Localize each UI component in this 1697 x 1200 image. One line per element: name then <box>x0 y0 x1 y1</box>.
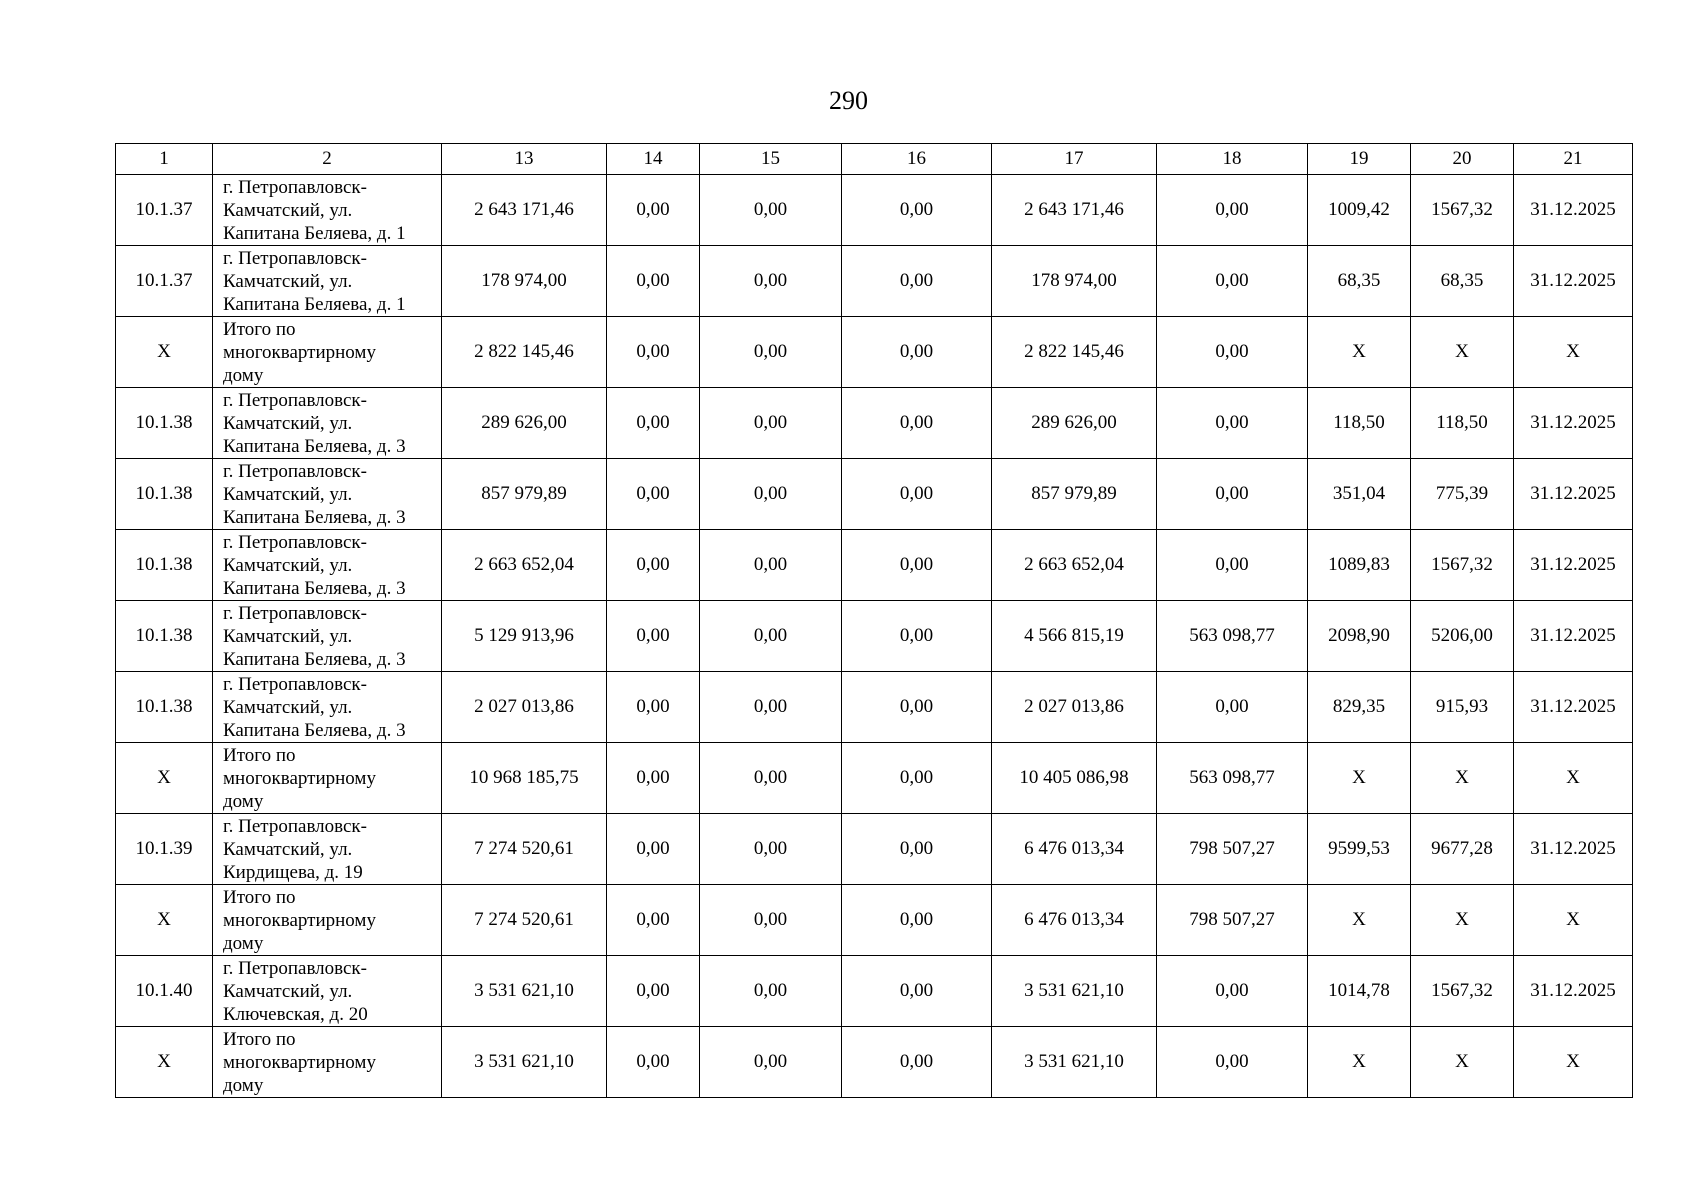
column-header: 1 <box>116 144 213 175</box>
address-line: Капитана Беляева, д. 1 <box>223 222 406 244</box>
address-line: Камчатский, ул. <box>223 696 353 718</box>
value-cell-15: 0,00 <box>700 388 842 459</box>
address-line: Капитана Беляева, д. 3 <box>223 577 406 599</box>
address-line: г. Петропавловск- <box>223 176 367 198</box>
address-line: Капитана Беляева, д. 1 <box>223 293 406 315</box>
address-cell <box>213 672 442 743</box>
row-number-cell: X <box>116 1027 213 1098</box>
row-number-cell: 10.1.38 <box>116 388 213 459</box>
value-cell-18: 0,00 <box>1157 175 1308 246</box>
value-cell-18: 0,00 <box>1157 459 1308 530</box>
address-cell <box>213 175 442 246</box>
table-body <box>116 175 1633 1098</box>
value-cell-21: X <box>1514 317 1633 388</box>
value-cell-15: 0,00 <box>700 743 842 814</box>
value-cell-16: 0,00 <box>842 672 992 743</box>
value-cell-13: 3 531 621,10 <box>442 1027 607 1098</box>
value-cell-21: 31.12.2025 <box>1514 601 1633 672</box>
value-cell-14: 0,00 <box>607 814 700 885</box>
value-cell-13: 3 531 621,10 <box>442 956 607 1027</box>
value-cell-17: 3 531 621,10 <box>992 956 1157 1027</box>
value-cell-16: 0,00 <box>842 530 992 601</box>
value-cell-15: 0,00 <box>700 175 842 246</box>
value-cell-13: 2 643 171,46 <box>442 175 607 246</box>
address-line: Камчатский, ул. <box>223 483 353 505</box>
value-cell-19: X <box>1308 1027 1411 1098</box>
value-cell-15: 0,00 <box>700 956 842 1027</box>
address-line: многоквартирному <box>223 767 376 789</box>
column-header: 19 <box>1308 144 1411 175</box>
page-number: 290 <box>829 86 868 115</box>
address-line: Капитана Беляева, д. 3 <box>223 648 406 670</box>
value-cell-21: X <box>1514 743 1633 814</box>
value-cell-13: 7 274 520,61 <box>442 885 607 956</box>
column-header: 16 <box>842 144 992 175</box>
value-cell-20: 9677,28 <box>1411 814 1514 885</box>
value-cell-14: 0,00 <box>607 459 700 530</box>
row-number-cell: X <box>116 317 213 388</box>
address-cell <box>213 1027 442 1098</box>
value-cell-21: 31.12.2025 <box>1514 814 1633 885</box>
value-cell-20: 68,35 <box>1411 246 1514 317</box>
value-cell-14: 0,00 <box>607 956 700 1027</box>
value-cell-13: 7 274 520,61 <box>442 814 607 885</box>
address-line: г. Петропавловск- <box>223 957 367 979</box>
value-cell-18: 0,00 <box>1157 672 1308 743</box>
table-row <box>116 814 1633 885</box>
value-cell-15: 0,00 <box>700 601 842 672</box>
address-line: многоквартирному <box>223 1051 376 1073</box>
value-cell-15: 0,00 <box>700 317 842 388</box>
value-cell-20: 1567,32 <box>1411 956 1514 1027</box>
column-header: 17 <box>992 144 1157 175</box>
row-number-cell: 10.1.40 <box>116 956 213 1027</box>
value-cell-17: 289 626,00 <box>992 388 1157 459</box>
value-cell-14: 0,00 <box>607 246 700 317</box>
address-line: Итого по <box>223 886 296 908</box>
value-cell-21: 31.12.2025 <box>1514 246 1633 317</box>
address-line: Итого по <box>223 318 296 340</box>
value-cell-21: 31.12.2025 <box>1514 175 1633 246</box>
column-header: 15 <box>700 144 842 175</box>
value-cell-16: 0,00 <box>842 743 992 814</box>
table-row <box>116 317 1633 388</box>
column-header: 2 <box>213 144 442 175</box>
value-cell-20: X <box>1411 743 1514 814</box>
value-cell-21: 31.12.2025 <box>1514 388 1633 459</box>
address-line: Камчатский, ул. <box>223 412 353 434</box>
value-cell-15: 0,00 <box>700 459 842 530</box>
value-cell-18: 0,00 <box>1157 956 1308 1027</box>
address-line: г. Петропавловск- <box>223 531 367 553</box>
address-cell <box>213 601 442 672</box>
value-cell-16: 0,00 <box>842 246 992 317</box>
address-line: многоквартирному <box>223 909 376 931</box>
value-cell-17: 4 566 815,19 <box>992 601 1157 672</box>
address-line: дому <box>223 364 264 386</box>
value-cell-19: 9599,53 <box>1308 814 1411 885</box>
address-line: Капитана Беляева, д. 3 <box>223 719 406 741</box>
value-cell-14: 0,00 <box>607 317 700 388</box>
address-line: Капитана Беляева, д. 3 <box>223 435 406 457</box>
value-cell-13: 178 974,00 <box>442 246 607 317</box>
value-cell-17: 178 974,00 <box>992 246 1157 317</box>
value-cell-14: 0,00 <box>607 388 700 459</box>
table-row <box>116 672 1633 743</box>
address-line: дому <box>223 1074 264 1096</box>
value-cell-14: 0,00 <box>607 1027 700 1098</box>
address-line: Камчатский, ул. <box>223 554 353 576</box>
value-cell-18: 0,00 <box>1157 530 1308 601</box>
value-cell-18: 0,00 <box>1157 246 1308 317</box>
value-cell-17: 857 979,89 <box>992 459 1157 530</box>
address-line: Камчатский, ул. <box>223 838 353 860</box>
value-cell-16: 0,00 <box>842 1027 992 1098</box>
table-header <box>116 144 1633 175</box>
value-cell-19: 351,04 <box>1308 459 1411 530</box>
value-cell-14: 0,00 <box>607 175 700 246</box>
address-cell <box>213 814 442 885</box>
address-line: г. Петропавловск- <box>223 460 367 482</box>
table-row <box>116 175 1633 246</box>
value-cell-19: X <box>1308 743 1411 814</box>
value-cell-21: X <box>1514 885 1633 956</box>
value-cell-14: 0,00 <box>607 743 700 814</box>
address-line: г. Петропавловск- <box>223 247 367 269</box>
address-cell <box>213 317 442 388</box>
value-cell-13: 10 968 185,75 <box>442 743 607 814</box>
value-cell-13: 2 027 013,86 <box>442 672 607 743</box>
row-number-cell: 10.1.39 <box>116 814 213 885</box>
row-number-cell: 10.1.38 <box>116 601 213 672</box>
row-number-cell: X <box>116 743 213 814</box>
value-cell-20: 915,93 <box>1411 672 1514 743</box>
table-row <box>116 246 1633 317</box>
value-cell-19: 1089,83 <box>1308 530 1411 601</box>
value-cell-15: 0,00 <box>700 885 842 956</box>
value-cell-18: 798 507,27 <box>1157 885 1308 956</box>
address-line: Камчатский, ул. <box>223 199 353 221</box>
value-cell-19: 1009,42 <box>1308 175 1411 246</box>
row-number-cell: X <box>116 885 213 956</box>
value-cell-21: 31.12.2025 <box>1514 956 1633 1027</box>
address-line: дому <box>223 790 264 812</box>
value-cell-21: 31.12.2025 <box>1514 459 1633 530</box>
value-cell-20: 118,50 <box>1411 388 1514 459</box>
table-row <box>116 530 1633 601</box>
column-header: 13 <box>442 144 607 175</box>
value-cell-13: 289 626,00 <box>442 388 607 459</box>
value-cell-17: 2 027 013,86 <box>992 672 1157 743</box>
address-cell <box>213 956 442 1027</box>
value-cell-20: 5206,00 <box>1411 601 1514 672</box>
value-cell-17: 2 643 171,46 <box>992 175 1157 246</box>
value-cell-19: 68,35 <box>1308 246 1411 317</box>
value-cell-17: 3 531 621,10 <box>992 1027 1157 1098</box>
address-line: г. Петропавловск- <box>223 673 367 695</box>
value-cell-19: X <box>1308 885 1411 956</box>
value-cell-16: 0,00 <box>842 814 992 885</box>
value-cell-13: 857 979,89 <box>442 459 607 530</box>
value-cell-17: 2 822 145,46 <box>992 317 1157 388</box>
address-line: Капитана Беляева, д. 3 <box>223 506 406 528</box>
value-cell-19: 829,35 <box>1308 672 1411 743</box>
row-number-cell: 10.1.38 <box>116 672 213 743</box>
data-table <box>115 143 1633 1098</box>
row-number-cell: 10.1.37 <box>116 175 213 246</box>
value-cell-20: X <box>1411 885 1514 956</box>
value-cell-15: 0,00 <box>700 814 842 885</box>
value-cell-17: 10 405 086,98 <box>992 743 1157 814</box>
address-line: Камчатский, ул. <box>223 980 353 1002</box>
value-cell-15: 0,00 <box>700 672 842 743</box>
row-number-cell: 10.1.38 <box>116 459 213 530</box>
value-cell-21: X <box>1514 1027 1633 1098</box>
column-header: 20 <box>1411 144 1514 175</box>
table-row <box>116 1027 1633 1098</box>
address-line: Камчатский, ул. <box>223 270 353 292</box>
value-cell-16: 0,00 <box>842 175 992 246</box>
value-cell-19: 2098,90 <box>1308 601 1411 672</box>
value-cell-16: 0,00 <box>842 459 992 530</box>
column-header: 14 <box>607 144 700 175</box>
address-cell <box>213 885 442 956</box>
address-cell <box>213 530 442 601</box>
value-cell-20: 775,39 <box>1411 459 1514 530</box>
value-cell-15: 0,00 <box>700 1027 842 1098</box>
address-cell <box>213 388 442 459</box>
value-cell-19: X <box>1308 317 1411 388</box>
value-cell-17: 6 476 013,34 <box>992 814 1157 885</box>
address-cell <box>213 459 442 530</box>
address-cell <box>213 246 442 317</box>
value-cell-16: 0,00 <box>842 956 992 1027</box>
address-line: Итого по <box>223 1028 296 1050</box>
address-line: г. Петропавловск- <box>223 815 367 837</box>
value-cell-16: 0,00 <box>842 885 992 956</box>
value-cell-18: 0,00 <box>1157 388 1308 459</box>
value-cell-14: 0,00 <box>607 885 700 956</box>
value-cell-13: 2 822 145,46 <box>442 317 607 388</box>
table-row <box>116 743 1633 814</box>
value-cell-20: X <box>1411 317 1514 388</box>
value-cell-16: 0,00 <box>842 601 992 672</box>
value-cell-19: 118,50 <box>1308 388 1411 459</box>
value-cell-20: X <box>1411 1027 1514 1098</box>
value-cell-21: 31.12.2025 <box>1514 672 1633 743</box>
address-line: Ключевская, д. 20 <box>223 1003 368 1025</box>
value-cell-17: 2 663 652,04 <box>992 530 1157 601</box>
value-cell-18: 563 098,77 <box>1157 743 1308 814</box>
address-line: многоквартирному <box>223 341 376 363</box>
header-row <box>116 144 1633 175</box>
value-cell-13: 2 663 652,04 <box>442 530 607 601</box>
value-cell-15: 0,00 <box>700 530 842 601</box>
value-cell-20: 1567,32 <box>1411 530 1514 601</box>
value-cell-20: 1567,32 <box>1411 175 1514 246</box>
value-cell-14: 0,00 <box>607 672 700 743</box>
row-number-cell: 10.1.38 <box>116 530 213 601</box>
address-line: г. Петропавловск- <box>223 389 367 411</box>
value-cell-18: 0,00 <box>1157 1027 1308 1098</box>
value-cell-16: 0,00 <box>842 388 992 459</box>
value-cell-19: 1014,78 <box>1308 956 1411 1027</box>
address-line: дому <box>223 932 264 954</box>
address-line: Итого по <box>223 744 296 766</box>
table-row <box>116 885 1633 956</box>
value-cell-14: 0,00 <box>607 601 700 672</box>
address-line: Кирдищева, д. 19 <box>223 861 363 883</box>
value-cell-15: 0,00 <box>700 246 842 317</box>
table-row <box>116 388 1633 459</box>
column-header: 18 <box>1157 144 1308 175</box>
row-number-cell: 10.1.37 <box>116 246 213 317</box>
value-cell-18: 798 507,27 <box>1157 814 1308 885</box>
value-cell-14: 0,00 <box>607 530 700 601</box>
value-cell-21: 31.12.2025 <box>1514 530 1633 601</box>
value-cell-18: 0,00 <box>1157 317 1308 388</box>
value-cell-17: 6 476 013,34 <box>992 885 1157 956</box>
table-row <box>116 956 1633 1027</box>
value-cell-16: 0,00 <box>842 317 992 388</box>
value-cell-13: 5 129 913,96 <box>442 601 607 672</box>
value-cell-18: 563 098,77 <box>1157 601 1308 672</box>
column-header: 21 <box>1514 144 1633 175</box>
table-row <box>116 601 1633 672</box>
table-row <box>116 459 1633 530</box>
address-line: г. Петропавловск- <box>223 602 367 624</box>
address-cell <box>213 743 442 814</box>
address-line: Камчатский, ул. <box>223 625 353 647</box>
